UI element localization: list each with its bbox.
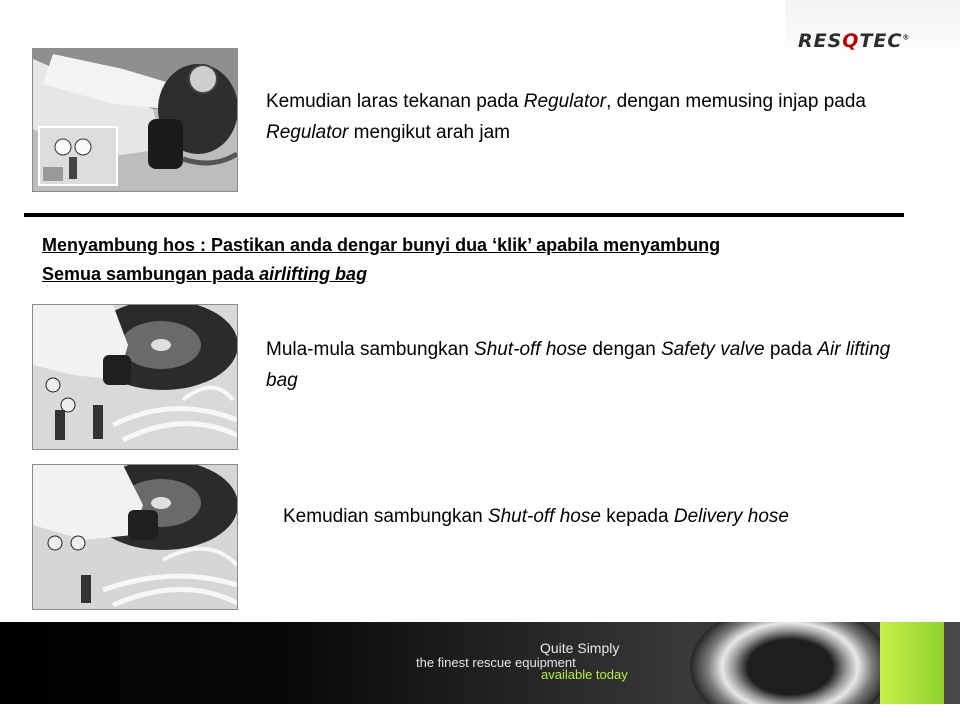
q-ring-icon xyxy=(690,622,890,704)
footer-tagline-2: the finest rescue equipment xyxy=(416,655,576,670)
regulator-photo-icon xyxy=(32,48,238,192)
step-3-caption: Kemudian sambungkan Shut-off hose kepada Delivery hose xyxy=(283,506,789,527)
step-1-caption: Kemudian laras tekanan pada Regulator, dengan memusing injap pada Regulator mengikut arah jam xyxy=(266,91,866,143)
footer-tagline-3: available today xyxy=(541,667,628,682)
lifting-bag-photo-icon xyxy=(32,304,238,450)
section-heading-line-2: Semua sambungan pada airlifting bag xyxy=(42,264,368,284)
section-divider xyxy=(24,213,904,217)
section-heading xyxy=(42,231,882,289)
section-heading-line-1: Menyambung hos : Pastikan anda dengar bunyi dua ‘klik’ apabila menyambung xyxy=(42,235,721,255)
delivery-hose-photo-icon xyxy=(32,464,238,610)
step-2-caption: Mula-mula sambungkan Shut-off hose dengan Safety valve pada Air lifting bag xyxy=(266,339,891,391)
footer-tagline-1: Quite Simply xyxy=(540,640,620,656)
footer-banner xyxy=(0,622,960,704)
green-stripe xyxy=(880,622,944,704)
resqtec-logo: RESQTEC® xyxy=(798,30,911,52)
